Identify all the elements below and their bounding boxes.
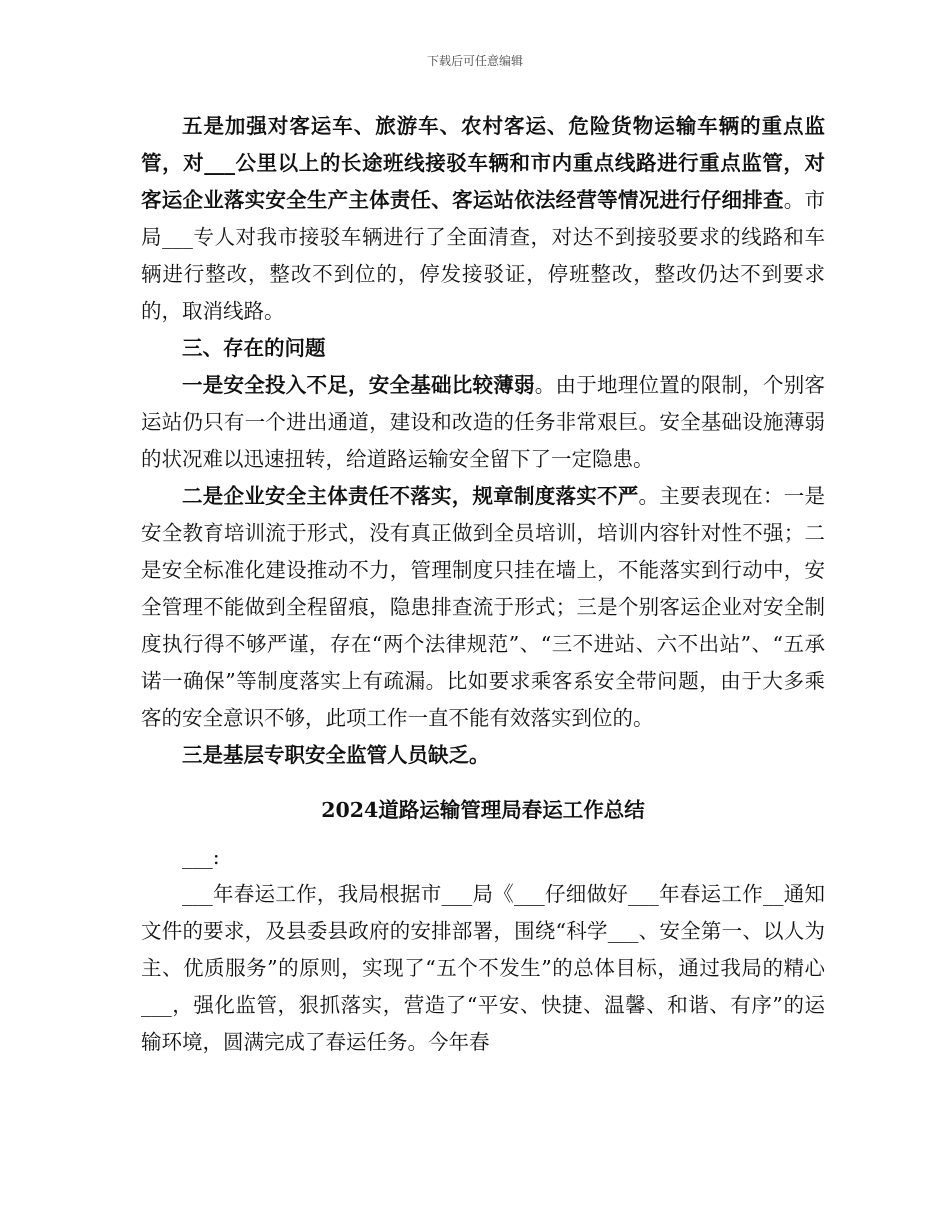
paragraph-text: 。市局___专人对我市接驳车辆进行了全面清查，对达不到接驳要求的线路和车辆进行整改，整改不到位的，停发接驳证，停班整改，整改仍达不到要求的，取消线路。 xyxy=(141,188,825,323)
paragraph-intro: ___年春运工作，我局根据市___局《___仔细做好___年春运工作__通知文件的要求，及县委县政府的安排部署，围绕“科学___、安全第一、以人为主、优质服务”的原则，实现了“五个不发生”的总体目标，通过我局的精心___，强化监管，狠抓落实，营造了“平安、快捷、温馨、和谐、有序”的运输环境，圆满完成了春运任务。今年春 xyxy=(141,882,825,1054)
paragraph-key-supervision xyxy=(141,108,825,330)
paragraph-lead-bold: 二是企业安全主体责任不落实，规章制度落实不严 xyxy=(182,484,639,508)
document-body xyxy=(141,108,825,1061)
document-title: 2024道路运输管理局春运工作总结 xyxy=(321,798,645,822)
paragraph-problem-2 xyxy=(141,478,825,737)
section-heading-problems: 三、存在的问题 xyxy=(182,336,326,360)
paragraph-problem-1 xyxy=(141,367,825,478)
paragraph-text: 。由于地理位置的限制，个别客运站仍只有一个进出通道，建设和改造的任务非常艰巨。安全基础设施薄弱的状况难以迅速扭转，给道路运输安全留下了一定隐患。 xyxy=(141,373,825,471)
paragraph-problem-3: 三是基层专职安全监管人员缺乏。 xyxy=(182,743,490,767)
page-header-note: 下载后可任意编辑 xyxy=(426,54,523,68)
paragraph-text: 。主要表现在：一是安全教育培训流于形式，没有真正做到全员培训，培训内容针对性不强；二是安全标准化建设推动不力，管理制度只挂在墙上，不能落实到行动中，安全管理不能做到全程留痕，隐患排查流于形式；三是个别客运企业对安全制度执行得不够严谨，存在“两个法律规范”、“三不进站、六不出站”、“五承诺一确保”等制度落实上有疏漏。比如要求乘客系安全带问题，由于大多乘客的安全意识不够，此项工作一直不能有效落实到位的。 xyxy=(141,484,825,730)
paragraph-lead-bold: 五是加强对客运车、旅游车、农村客运、危险货物运输车辆的重点监管，对___公里以上的长途班线接驳车辆和市内重点线路进行重点监管，对客运企业落实安全生产主体责任、客运站依法经营等情况进行仔细排查 xyxy=(141,114,825,212)
salutation: ___: xyxy=(182,845,220,869)
paragraph-lead-bold: 一是安全投入不足，安全基础比较薄弱 xyxy=(182,373,535,397)
